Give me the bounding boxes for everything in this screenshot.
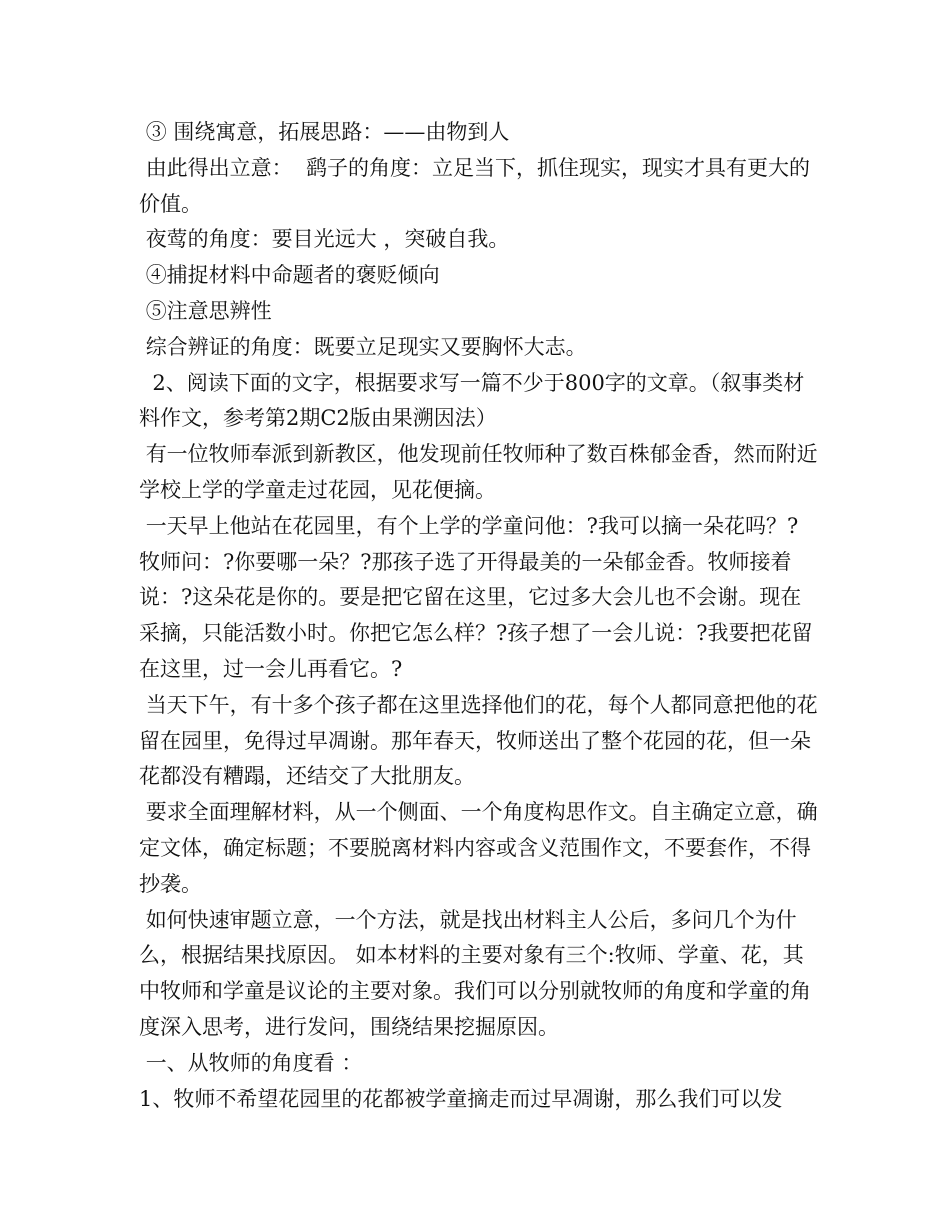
paragraph-story-afternoon: 当天下午，有十多个孩子都在这里选择他们的花，每个人都同意把他的花留在园里，免得过早凋谢。那年春天，牧师送出了整个花园的花，但一朵花都没有糟蹋，还结交了大批朋友。 xyxy=(139,692,818,789)
paragraph-nightingale-angle: 夜莺的角度：要目光远大 ，突破自我。 xyxy=(139,227,510,252)
paragraph-requirements: 要求全面理解材料，从一个侧面、一个角度构思作文。自主确定立意，确定文体，确定标题；不要脱离材料内容或含义范围作文，不要套作，不得抄袭。 xyxy=(139,800,818,896)
paragraph-synthesis: 综合辨证的角度：既要立足现实又要胸怀大志。 xyxy=(139,334,587,359)
paragraph-task-2: 2、阅读下面的文字，根据要求写一篇不少于800字的文章。（叙事类材料作文，参考第2期C2版由果溯因法） xyxy=(139,370,805,431)
paragraph-point-5: ⑤注意思辨性 xyxy=(139,298,272,323)
document-body xyxy=(139,115,819,1117)
paragraph-story-intro: 有一位牧师奉派到新教区，他发现前任牧师种了数百株郁金香，然而附近学校上学的学童走过花园，见花便摘。 xyxy=(139,442,818,502)
paragraph-pastor-heading: 一、从牧师的角度看 ： xyxy=(139,1050,363,1075)
paragraph-point-3: ③ 围绕寓意，拓展思路：——由物到人 xyxy=(139,120,510,144)
paragraph-pastor-point-1: 1、牧师不希望花园里的花都被学童摘走而过早凋谢，那么我们可以发 xyxy=(139,1086,783,1111)
paragraph-kite-angle: 由此得出立意： 鹞子的角度：立足当下，抓住现实，现实才具有更大的价值。 xyxy=(139,155,811,216)
paragraph-method: 如何快速审题立意，一个方法，就是找出材料主人公后，多问几个为什么，根据结果找原因。 如本材料的主要对象有三个:牧师、学童、花，其中牧师和学童是议论的主要对象。我们可以分别就牧师的角度和学童的角度深入思考，进行发问，围绕结果挖掘原因。 xyxy=(139,907,811,1039)
paragraph-point-4: ④捕捉材料中命题者的褒贬倾向 xyxy=(139,263,440,288)
paragraph-story-morning: 一天早上他站在花园里，有个上学的学童问他：?我可以摘一朵花吗？?牧师问：?你要哪一朵？?那孩子选了开得最美的一朵郁金香。牧师接着说：?这朵花是你的。要是把它留在这里，它过多大会儿也不会谢。现在采摘，只能活数小时。你把它怎么样？?孩子想了一会儿说：?我要把花留在这里，过一会儿再看它。? xyxy=(139,513,813,681)
